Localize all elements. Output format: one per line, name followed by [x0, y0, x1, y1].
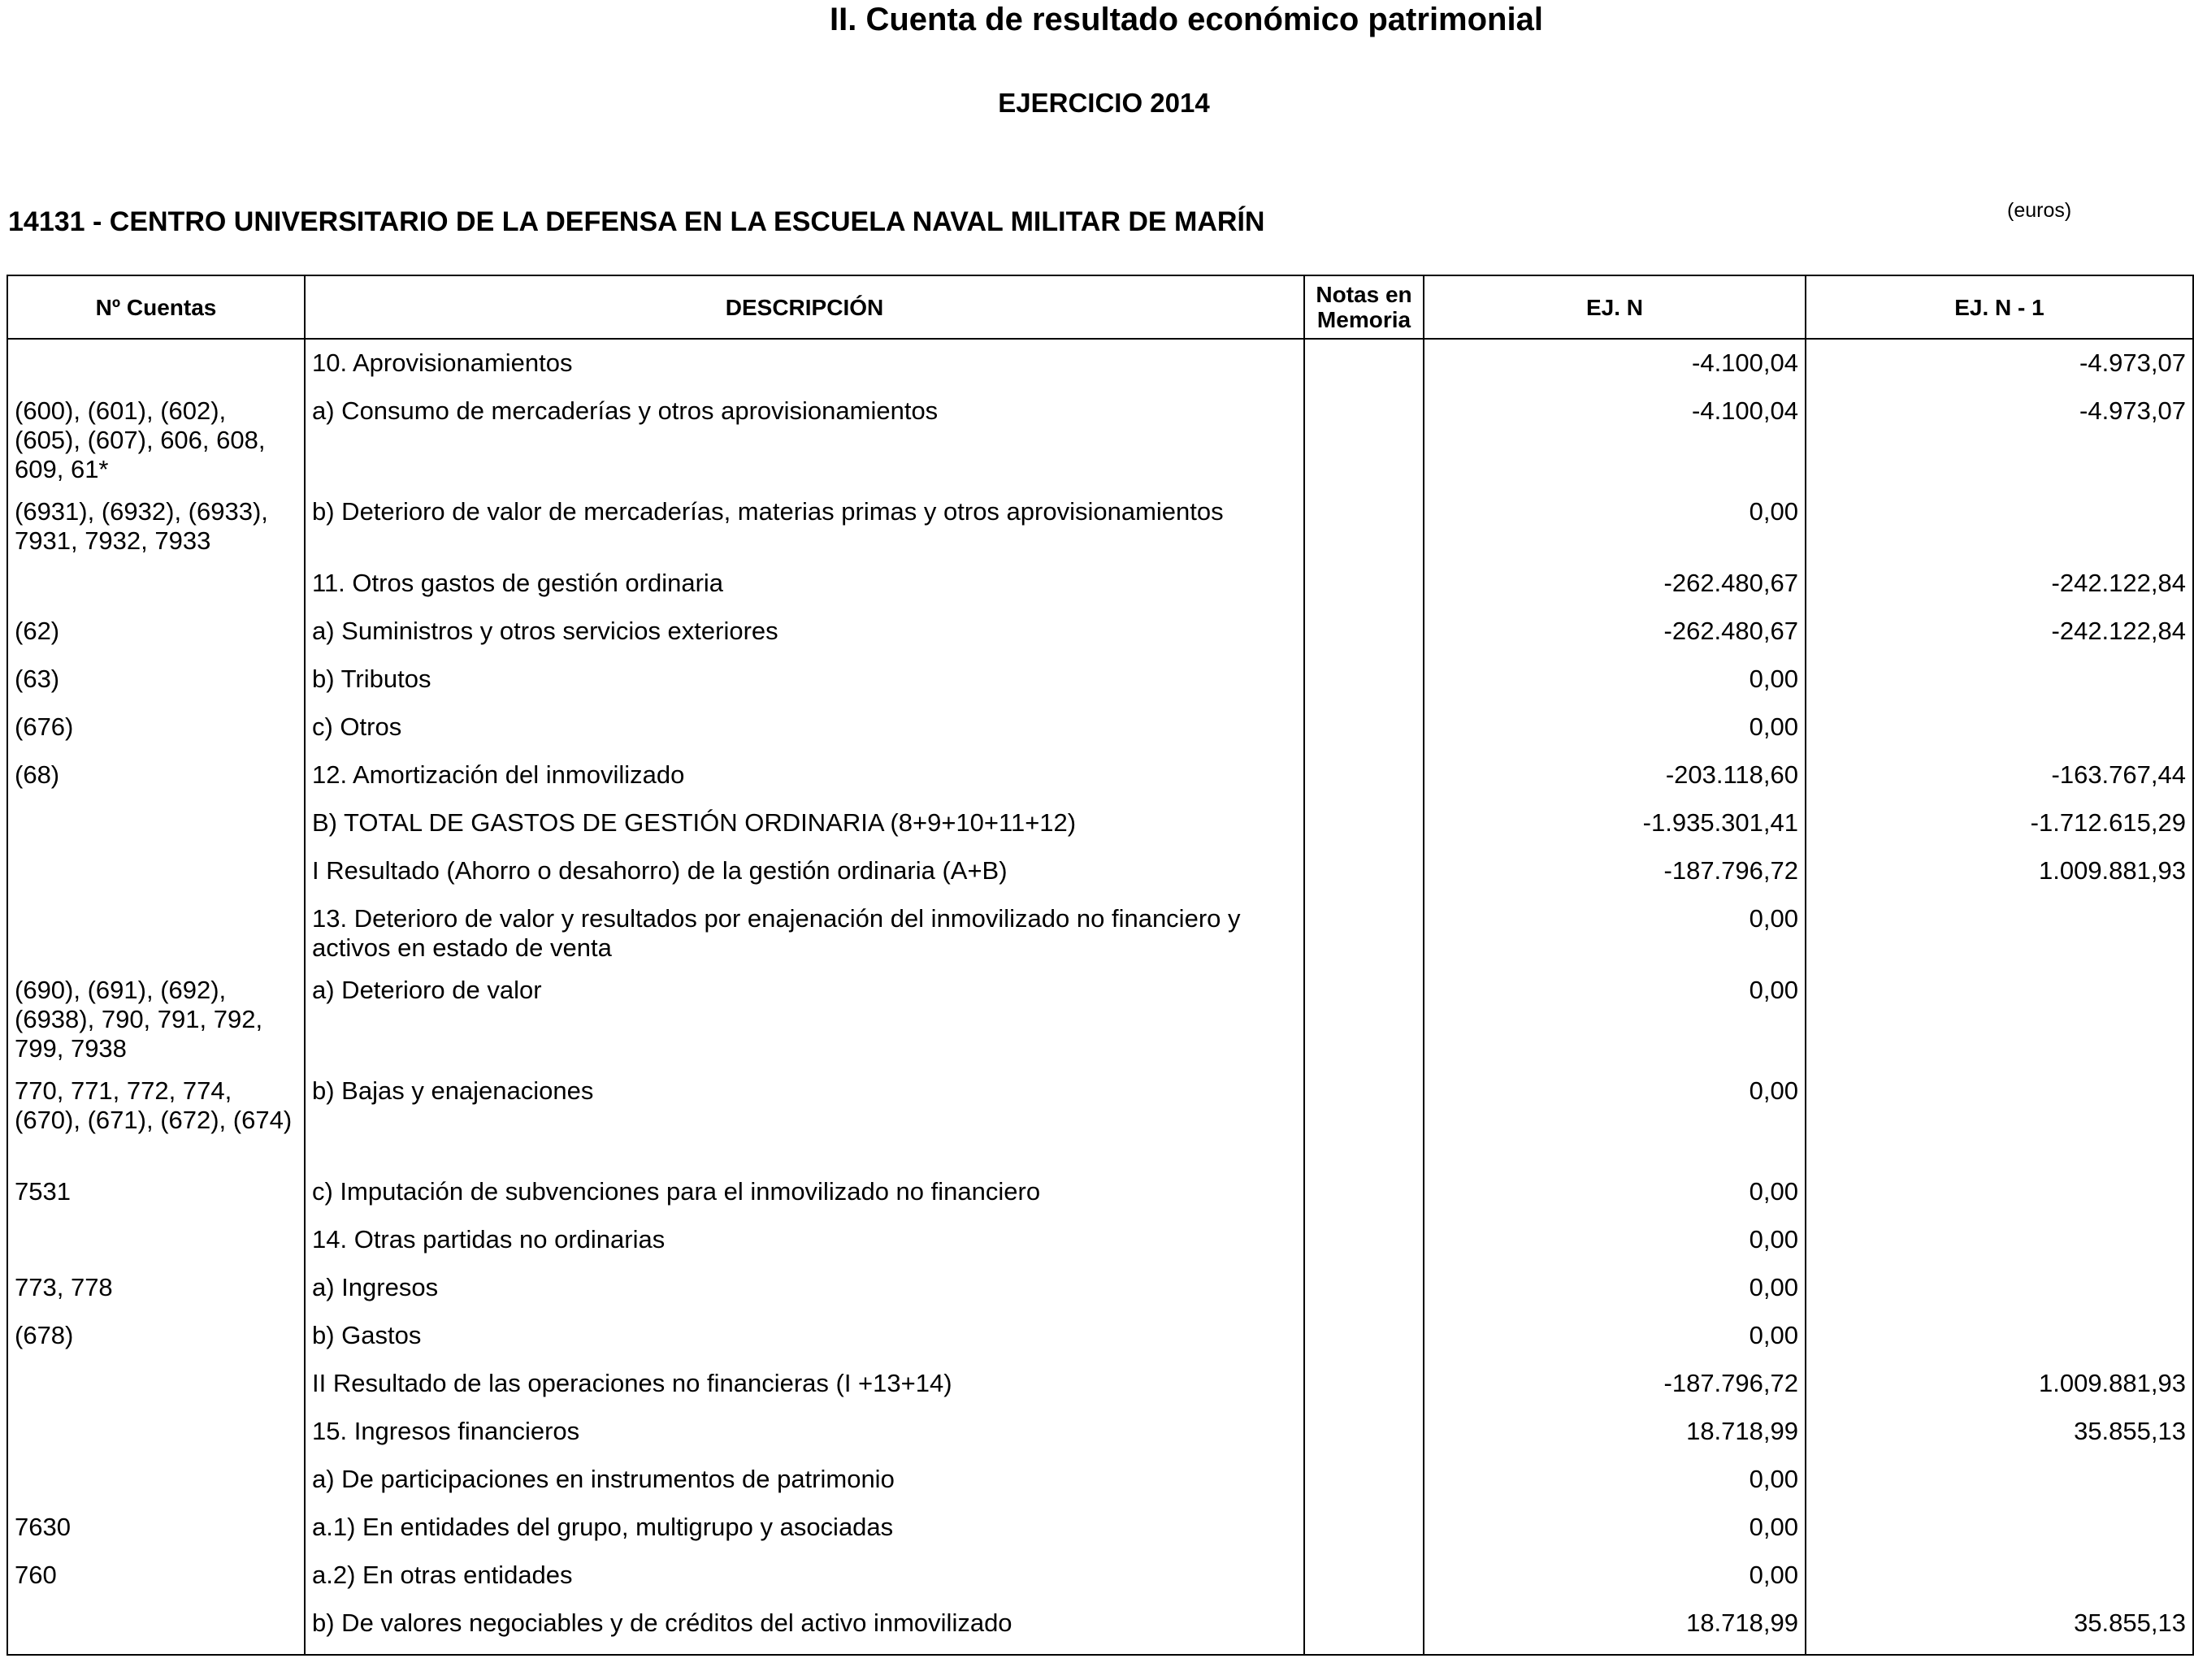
cell-cuentas: [7, 567, 305, 615]
cell-ej-n1: [1806, 903, 2193, 974]
cell-descripcion: a) Consumo de mercaderías y otros aprovisionamientos: [305, 395, 1304, 496]
cell-ej-n1: -163.767,44: [1806, 759, 2193, 807]
cell-ej-n: -187.796,72: [1424, 855, 1806, 903]
fiscal-year: EJERCICIO 2014: [998, 88, 1210, 118]
cell-ej-n: -4.100,04: [1424, 347, 1806, 395]
cell-cuentas: 7531: [7, 1176, 305, 1223]
cell-ej-n: 0,00: [1424, 711, 1806, 759]
cell-cuentas: (6931), (6932), (6933), 7931, 7932, 7933: [7, 496, 305, 567]
cell-cuentas: [7, 1367, 305, 1415]
table-row: [7, 1176, 2193, 1223]
cell-ej-n1: [1806, 974, 2193, 1075]
cell-notas: [1304, 711, 1424, 759]
cell-cuentas: [7, 1463, 305, 1511]
table-row: [7, 567, 2193, 615]
page-title: II. Cuenta de resultado económico patrimonial: [830, 2, 1543, 37]
cell-cuentas: [7, 1607, 305, 1655]
cell-cuentas: (62): [7, 615, 305, 663]
cell-descripcion: a.1) En entidades del grupo, multigrupo y asociadas: [305, 1511, 1304, 1559]
table-row: [7, 496, 2193, 567]
cell-cuentas: 770, 771, 772, 774, (670), (671), (672), (674): [7, 1075, 305, 1176]
cell-notas: [1304, 1319, 1424, 1367]
table-row: [7, 974, 2193, 1075]
cell-descripcion: I Resultado (Ahorro o desahorro) de la gestión ordinaria (A+B): [305, 855, 1304, 903]
cell-ej-n: 0,00: [1424, 974, 1806, 1075]
table-row: [7, 1271, 2193, 1319]
header-ej-n: EJ. N: [1424, 275, 1806, 339]
cell-notas: [1304, 1559, 1424, 1607]
cell-notas: [1304, 1075, 1424, 1176]
cell-ej-n: 0,00: [1424, 1559, 1806, 1607]
result-account-table: [7, 275, 2194, 1656]
cell-ej-n: 0,00: [1424, 1511, 1806, 1559]
cell-ej-n: 0,00: [1424, 1075, 1806, 1176]
table-row: [7, 663, 2193, 711]
cell-descripcion: 15. Ingresos financieros: [305, 1415, 1304, 1463]
cell-notas: [1304, 759, 1424, 807]
cell-descripcion: b) Bajas y enajenaciones: [305, 1075, 1304, 1176]
cell-ej-n1: [1806, 1463, 2193, 1511]
header-notas: Notas en Memoria: [1304, 275, 1424, 339]
cell-ej-n1: 35.855,13: [1806, 1607, 2193, 1655]
cell-cuentas: (690), (691), (692), (6938), 790, 791, 792, 799, 7938: [7, 974, 305, 1075]
cell-ej-n: 0,00: [1424, 1223, 1806, 1271]
table-spacer-row: [7, 339, 2193, 347]
cell-descripcion: b) Deterioro de valor de mercaderías, materias primas y otros aprovisionamientos: [305, 496, 1304, 567]
cell-cuentas: (678): [7, 1319, 305, 1367]
cell-descripcion: a.2) En otras entidades: [305, 1559, 1304, 1607]
cell-cuentas: (676): [7, 711, 305, 759]
cell-ej-n: 0,00: [1424, 1319, 1806, 1367]
cell-notas: [1304, 567, 1424, 615]
cell-descripcion: a) Deterioro de valor: [305, 974, 1304, 1075]
table-row: [7, 615, 2193, 663]
cell-ej-n1: [1806, 1271, 2193, 1319]
cell-descripcion: 13. Deterioro de valor y resultados por enajenación del inmovilizado no financiero y activos en estado de venta: [305, 903, 1304, 974]
table-row: [7, 807, 2193, 855]
cell-descripcion: B) TOTAL DE GASTOS DE GESTIÓN ORDINARIA (8+9+10+11+12): [305, 807, 1304, 855]
cell-ej-n: -187.796,72: [1424, 1367, 1806, 1415]
cell-notas: [1304, 1223, 1424, 1271]
cell-cuentas: [7, 1223, 305, 1271]
table-row: [7, 1415, 2193, 1463]
cell-ej-n: -262.480,67: [1424, 567, 1806, 615]
cell-ej-n: -203.118,60: [1424, 759, 1806, 807]
table-row: [7, 1223, 2193, 1271]
table-row: [7, 711, 2193, 759]
table-body: [7, 339, 2193, 1655]
cell-cuentas: [7, 855, 305, 903]
cell-descripcion: a) Ingresos: [305, 1271, 1304, 1319]
cell-notas: [1304, 1367, 1424, 1415]
table-row: [7, 1075, 2193, 1176]
cell-cuentas: [7, 1415, 305, 1463]
currency-units: (euros): [2007, 199, 2072, 222]
cell-notas: [1304, 1271, 1424, 1319]
cell-descripcion: c) Otros: [305, 711, 1304, 759]
cell-notas: [1304, 347, 1424, 395]
table-row: [7, 903, 2193, 974]
table-row: [7, 1559, 2193, 1607]
cell-ej-n: 18.718,99: [1424, 1415, 1806, 1463]
cell-cuentas: (63): [7, 663, 305, 711]
table-row: [7, 1463, 2193, 1511]
cell-notas: [1304, 855, 1424, 903]
cell-notas: [1304, 663, 1424, 711]
cell-ej-n: 18.718,99: [1424, 1607, 1806, 1655]
cell-descripcion: b) Tributos: [305, 663, 1304, 711]
cell-notas: [1304, 1176, 1424, 1223]
cell-ej-n1: [1806, 1176, 2193, 1223]
table-row: [7, 1607, 2193, 1655]
cell-notas: [1304, 974, 1424, 1075]
cell-cuentas: [7, 347, 305, 395]
table-row: [7, 395, 2193, 496]
table-row: [7, 1367, 2193, 1415]
cell-ej-n: -262.480,67: [1424, 615, 1806, 663]
cell-cuentas: (600), (601), (602), (605), (607), 606, 608, 609, 61*: [7, 395, 305, 496]
cell-descripcion: a) De participaciones en instrumentos de patrimonio: [305, 1463, 1304, 1511]
cell-cuentas: 773, 778: [7, 1271, 305, 1319]
cell-cuentas: 7630: [7, 1511, 305, 1559]
cell-ej-n: 0,00: [1424, 903, 1806, 974]
cell-ej-n1: 1.009.881,93: [1806, 855, 2193, 903]
cell-ej-n1: 1.009.881,93: [1806, 1367, 2193, 1415]
header-descripcion: DESCRIPCIÓN: [305, 275, 1304, 339]
cell-notas: [1304, 496, 1424, 567]
header-ej-n1: EJ. N - 1: [1806, 275, 2193, 339]
cell-ej-n: 0,00: [1424, 663, 1806, 711]
cell-descripcion: b) Gastos: [305, 1319, 1304, 1367]
cell-descripcion: a) Suministros y otros servicios exteriores: [305, 615, 1304, 663]
table-row: [7, 1319, 2193, 1367]
cell-ej-n: -4.100,04: [1424, 395, 1806, 496]
cell-cuentas: 760: [7, 1559, 305, 1607]
cell-descripcion: II Resultado de las operaciones no financieras (I +13+14): [305, 1367, 1304, 1415]
cell-ej-n: 0,00: [1424, 1463, 1806, 1511]
table-row: [7, 855, 2193, 903]
cell-descripcion: 12. Amortización del inmovilizado: [305, 759, 1304, 807]
cell-notas: [1304, 1463, 1424, 1511]
cell-ej-n1: [1806, 496, 2193, 567]
cell-ej-n1: [1806, 1559, 2193, 1607]
cell-cuentas: [7, 903, 305, 974]
cell-descripcion: b) De valores negociables y de créditos del activo inmovilizado: [305, 1607, 1304, 1655]
cell-ej-n1: [1806, 1319, 2193, 1367]
cell-cuentas: [7, 807, 305, 855]
cell-ej-n1: [1806, 1223, 2193, 1271]
cell-ej-n1: [1806, 711, 2193, 759]
entity-name: 14131 - CENTRO UNIVERSITARIO DE LA DEFENSA EN LA ESCUELA NAVAL MILITAR DE MARÍN: [8, 206, 1265, 237]
cell-ej-n1: 35.855,13: [1806, 1415, 2193, 1463]
cell-descripcion: 11. Otros gastos de gestión ordinaria: [305, 567, 1304, 615]
cell-ej-n1: -242.122,84: [1806, 615, 2193, 663]
cell-ej-n1: -4.973,07: [1806, 347, 2193, 395]
cell-notas: [1304, 1415, 1424, 1463]
cell-ej-n1: -242.122,84: [1806, 567, 2193, 615]
cell-notas: [1304, 1511, 1424, 1559]
cell-ej-n: 0,00: [1424, 1271, 1806, 1319]
cell-cuentas: (68): [7, 759, 305, 807]
cell-ej-n1: [1806, 663, 2193, 711]
table-header-row: [7, 275, 2193, 339]
table-row: [7, 1511, 2193, 1559]
header-cuentas: Nº Cuentas: [7, 275, 305, 339]
cell-descripcion: c) Imputación de subvenciones para el inmovilizado no financiero: [305, 1176, 1304, 1223]
cell-ej-n1: [1806, 1075, 2193, 1176]
table-row: [7, 759, 2193, 807]
cell-notas: [1304, 1607, 1424, 1655]
table-row: [7, 347, 2193, 395]
cell-descripcion: 14. Otras partidas no ordinarias: [305, 1223, 1304, 1271]
cell-notas: [1304, 395, 1424, 496]
cell-ej-n: 0,00: [1424, 1176, 1806, 1223]
cell-ej-n: 0,00: [1424, 496, 1806, 567]
cell-ej-n1: -1.712.615,29: [1806, 807, 2193, 855]
cell-descripcion: 10. Aprovisionamientos: [305, 347, 1304, 395]
cell-ej-n1: -4.973,07: [1806, 395, 2193, 496]
cell-notas: [1304, 903, 1424, 974]
cell-ej-n1: [1806, 1511, 2193, 1559]
cell-notas: [1304, 615, 1424, 663]
cell-notas: [1304, 807, 1424, 855]
cell-ej-n: -1.935.301,41: [1424, 807, 1806, 855]
